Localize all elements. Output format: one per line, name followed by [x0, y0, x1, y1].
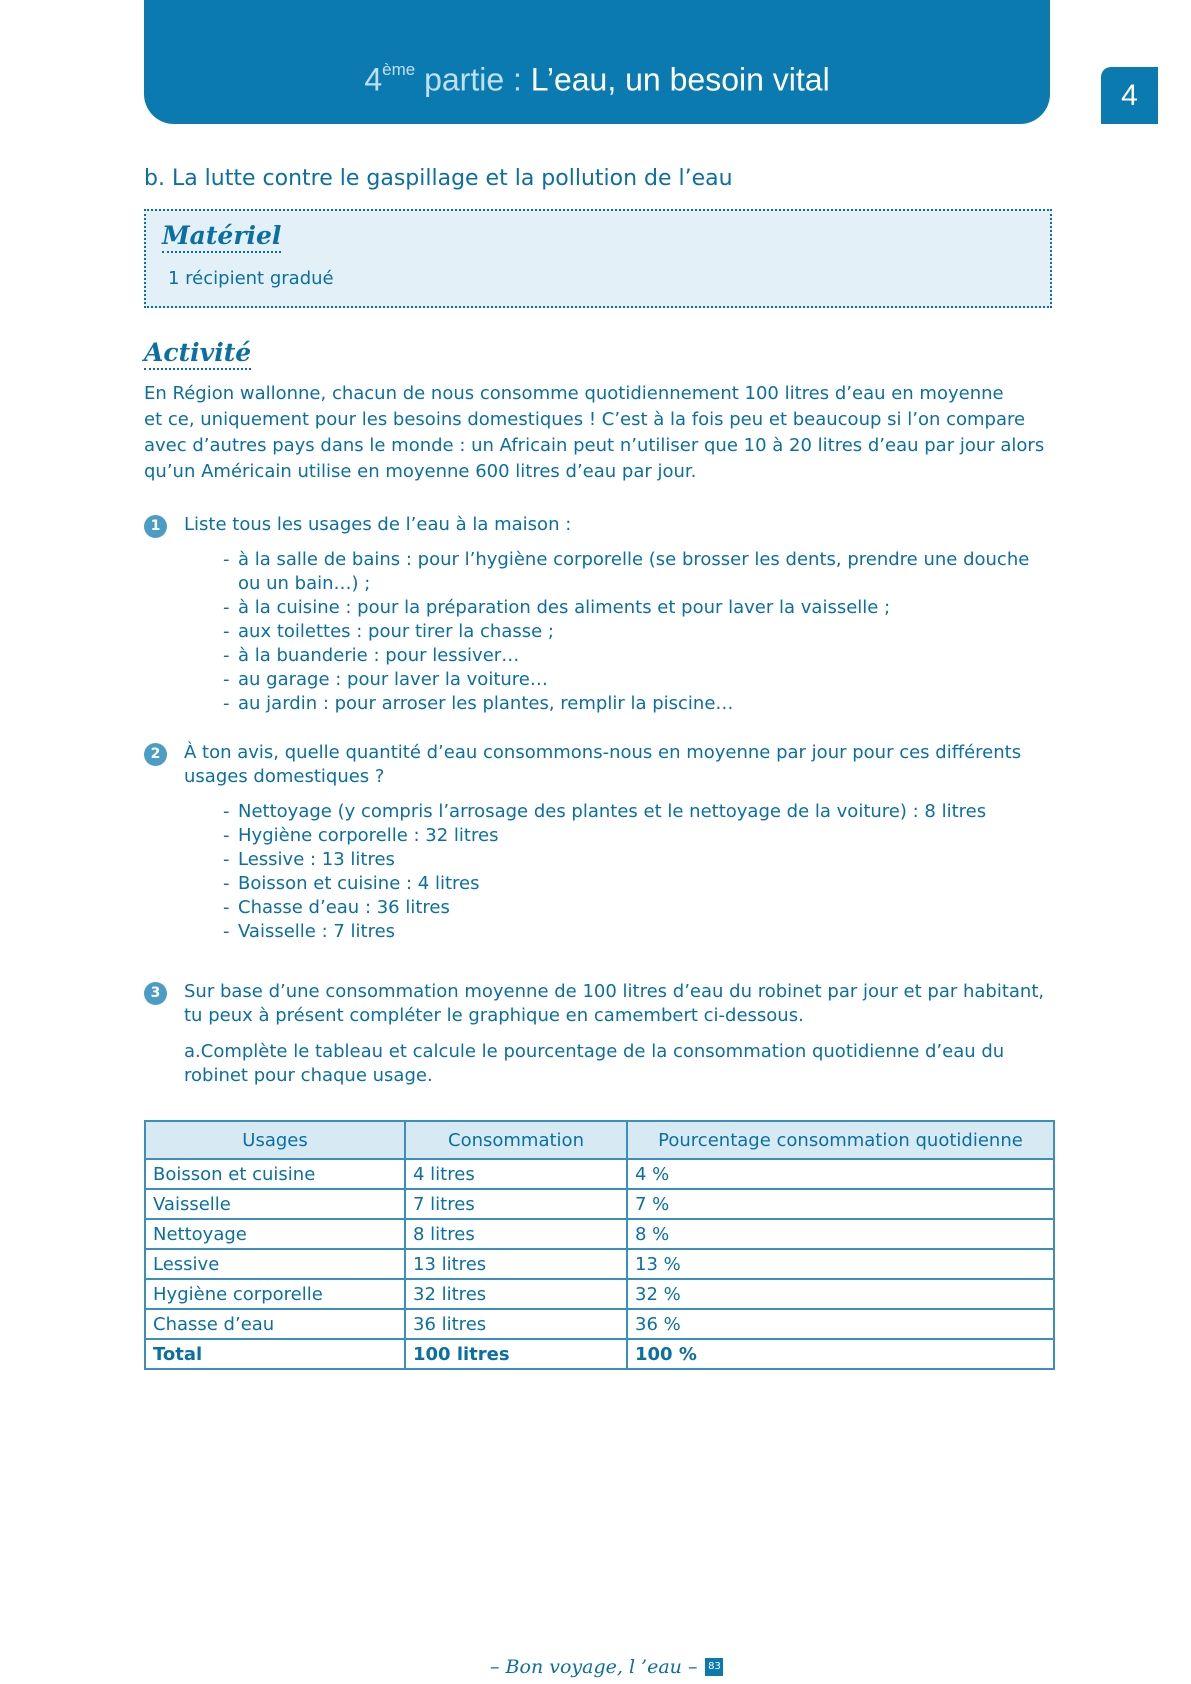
table-row	[145, 1159, 1054, 1189]
section-title: b. La lutte contre le gaspillage et la pollution de l’eau	[144, 166, 733, 191]
question-text: À ton avis, quelle quantité d’eau consommons-nous en moyenne par jour pour ces différents usages domestiques ?	[184, 742, 1022, 787]
table-cell: 100 litres	[405, 1339, 627, 1369]
table-row	[145, 1189, 1054, 1219]
table-row	[145, 1309, 1054, 1339]
materiel-item: 1 récipient gradué	[168, 268, 334, 289]
table-cell: 100 %	[627, 1339, 1054, 1369]
list-item: - Lessive : 13 litres	[223, 848, 986, 872]
activite-heading: Activité	[144, 338, 251, 370]
part-name: L’eau, un besoin vital	[530, 61, 830, 98]
table-row	[145, 1219, 1054, 1249]
table-cell: 8 litres	[405, 1219, 627, 1249]
table-cell: 4 litres	[405, 1159, 627, 1189]
table-cell: 32 %	[627, 1279, 1054, 1309]
table-cell: Boisson et cuisine	[145, 1159, 405, 1189]
part-number: 4	[364, 61, 383, 98]
list-item: - à la cuisine : pour la préparation des aliments et pour laver la vaisselle ;	[223, 596, 1029, 620]
column-header: Usages	[145, 1121, 405, 1159]
page-footer	[490, 1656, 750, 1678]
consumption-table	[144, 1120, 1055, 1370]
materiel-heading: Matériel	[162, 221, 281, 253]
table-header-row	[145, 1121, 1054, 1159]
list-item: - au garage : pour laver la voiture…	[223, 668, 1029, 692]
table-cell: 13 litres	[405, 1249, 627, 1279]
chapter-tab: 4	[1101, 67, 1158, 124]
question-text: Liste tous les usages de l’eau à la maison :	[184, 514, 572, 535]
usage-list	[223, 548, 1029, 716]
list-item: - au jardin : pour arroser les plantes, remplir la piscine…	[223, 692, 1029, 716]
list-item: - à la buanderie : pour lessiver…	[223, 644, 1029, 668]
list-item: - aux toilettes : pour tirer la chasse ;	[223, 620, 1029, 644]
question-number-badge: 2	[144, 743, 167, 766]
table-cell: 13 %	[627, 1249, 1054, 1279]
paragraph-line: avec d’autres pays dans le monde : un Africain peut n’utiliser que 10 à 20 litres d’eau par jour alors	[144, 435, 1045, 456]
table-cell: 7 %	[627, 1189, 1054, 1219]
list-item-continuation: ou un bain…) ;	[238, 573, 371, 594]
table-row	[145, 1279, 1054, 1309]
list-item: - Boisson et cuisine : 4 litres	[223, 872, 986, 896]
list-item: - Chasse d’eau : 36 litres	[223, 896, 986, 920]
consumption-list	[223, 800, 986, 944]
table-cell: Nettoyage	[145, 1219, 405, 1249]
column-header: Pourcentage consommation quotidienne	[627, 1121, 1054, 1159]
table-cell: 4 %	[627, 1159, 1054, 1189]
column-header: Consommation	[405, 1121, 627, 1159]
table-cell: 32 litres	[405, 1279, 627, 1309]
paragraph-line: qu’un Américain utilise en moyenne 600 litres d’eau par jour.	[144, 461, 697, 482]
table-row	[145, 1249, 1054, 1279]
paragraph-line: et ce, uniquement pour les besoins domestiques ! C’est à la fois peu et beaucoup si l’on compare	[144, 409, 1026, 430]
table-cell: Chasse d’eau	[145, 1309, 405, 1339]
table-cell: 7 litres	[405, 1189, 627, 1219]
materiel-box	[144, 209, 1052, 308]
paragraph-line: En Région wallonne, chacun de nous consomme quotidiennement 100 litres d’eau en moyenne	[144, 383, 1004, 404]
page-number: 83	[705, 1658, 723, 1676]
footer-title: – Bon voyage, l ’eau –	[490, 1656, 698, 1678]
table-cell: Vaisselle	[145, 1189, 405, 1219]
list-item: - Hygiène corporelle : 32 litres	[223, 824, 986, 848]
list-item: - à la salle de bains : pour l’hygiène corporelle (se brosser les dents, prendre une douche ou un bain…) ;	[223, 548, 1029, 596]
table-cell: Total	[145, 1339, 405, 1369]
list-item: - Nettoyage (y compris l’arrosage des plantes et le nettoyage de la voiture) : 8 litres	[223, 800, 986, 824]
question-text: Sur base d’une consommation moyenne de 100 litres d’eau du robinet par jour et par habitant, tu peux à présent compléter le graphique en camembert ci-dessous. a.Complète le tableau et calcule le pourcentage de la consommation quotidienne d’eau du robinet pour chaque usage.	[184, 981, 1045, 1086]
question-number-badge: 1	[144, 515, 167, 538]
table-cell: 8 %	[627, 1219, 1054, 1249]
list-item: - Vaisselle : 7 litres	[223, 920, 986, 944]
table-cell: Hygiène corporelle	[145, 1279, 405, 1309]
page-header	[144, 0, 1050, 124]
table-cell: 36 %	[627, 1309, 1054, 1339]
part-title	[144, 54, 1050, 100]
part-number-suffix: ème	[382, 60, 416, 79]
intro-paragraph	[144, 381, 1059, 485]
part-label: partie :	[415, 61, 531, 98]
question-number-badge: 3	[144, 982, 167, 1005]
table-cell: Lessive	[145, 1249, 405, 1279]
table-total-row	[145, 1339, 1054, 1369]
sub-question-a: a.Complète le tableau et calcule le pourcentage de la consommation quotidienne d’eau du	[184, 1041, 1005, 1062]
table-cell: 36 litres	[405, 1309, 627, 1339]
